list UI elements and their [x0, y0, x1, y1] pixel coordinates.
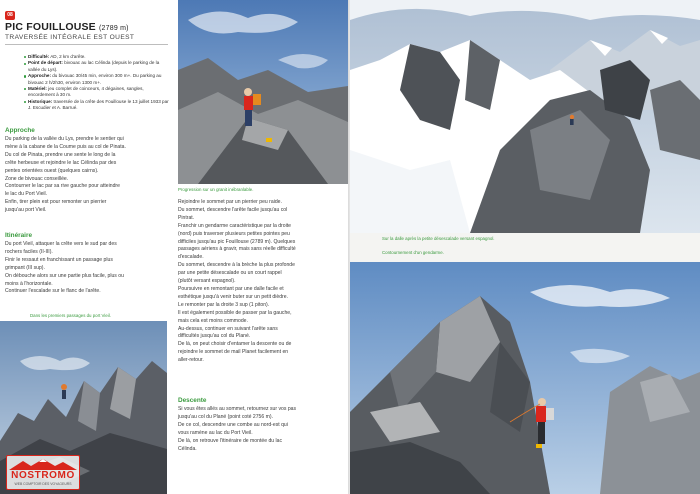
caption-granit: Progression sur un granit inébranlable.	[178, 187, 254, 192]
descente-text: Si vous êtes allés au sommet, retournez sur vos pas jusqu'au col du Plané (point coté 2756 m). De ce col, descendre une combe au nord-est qui vous ramène au lac du Port Vieil. De là, on retrouve l'itinéraire de montée du lac Célinda.	[178, 406, 297, 452]
page-subtitle: TRAVERSÉE INTÉGRALE EST OUEST	[5, 34, 135, 41]
photo-granit-progression	[178, 0, 348, 184]
caption-gendarme: Contournement d'un gendarme.	[382, 250, 444, 255]
photo-gendarme	[350, 262, 700, 494]
info-equipment: Matériel: jeu complet de coinceurs, 4 dégaines, sangles, encordement à 30 m.	[24, 86, 170, 99]
approche-heading: Approche	[5, 127, 35, 134]
itineraire-heading: Itinéraire	[5, 232, 32, 239]
left-page	[0, 0, 349, 494]
route-info-list	[24, 54, 170, 112]
itineraire-text: Du port Vieil, attaquer la crête vers le sud par des rochers faciles (II-III). Finir le ressaut en franchissant un passage plus grimpant (III sup). On débouche alors sur une partie plus facile, plus ou moins à l'horizontale. Continuer l'escalade sur le flanc de l'arête.	[5, 241, 124, 295]
middle-text: Rejoindre le sommet par un pierrier peu raide. Du sommet, descendre l'arête facile jusqu'au col Pintrat. Franchir un gendarme caractéristique par la droite (nord) puis traverser plusieurs petites pointes peu difficiles jusqu'au pic Fouillouse (2789 m). Quelques passages aériens à gravir, mais sans réelle difficulté d'escalade. Du sommet, descendre à la brèche la plus profonde par une petite désescalade ou un court rappel (plutôt versant espagnol). Poursuivre en remontant par une dalle facile et esthétique jusqu'à venir buter sur un petit dièdre. Le remonter par la droite 3 sup (1 piton). Il est également possible de passer par la gauche, mais cela est moins commode. Au-dessus, continuer en suivant l'arête sans difficultés jusqu'au col du Plané. De là, on peut choisir d'entamer la descente ou de rejoindre le sommet de mail Planet facilement en aller-retour.	[178, 199, 296, 364]
logo-name: NOSTROMO	[11, 470, 75, 481]
route-altitude: (2789 m)	[99, 25, 129, 32]
info-approach: Approche: du bivouac 30/45 min, environ 300 m+. Du parking au bivouac 2 h/2h30, environ 1300 m+.	[24, 73, 170, 86]
photo-dalle-espagnol	[350, 0, 700, 233]
logo-tagline: WEB COMPTOIR DES VOYAGEURS	[14, 482, 72, 486]
info-difficulty: Difficulté: AD, 2 km d'arête.	[24, 54, 170, 60]
approche-text: Du parking de la vallée du Lys, prendre le sentier qui mène à la cabane de la Coume puis au col de Pinata. Du col de Pinata, prendre une sente le long de la crête herbeuse et rejoindre le lac Célinda par des pentes orientées ouest (quelques cairns). Zone de bivouac conseillée. Contourner le lac par sa rive gauche pour atteindre le lac du Port Vieil. Enfin, tirer plein est pour remonter un pierrier jusqu'au port Vieil.	[5, 136, 126, 214]
caption-premiers-passages: Dans les premiers passages du port Vieil.	[30, 313, 111, 318]
title-divider	[5, 44, 168, 45]
logo-mountain-icon	[9, 458, 77, 470]
nostromo-logo	[6, 455, 80, 490]
info-history: Historique: traversée de la crête des Fouillouse le 13 juillet 1933 par J. Escudier et A. Barrué.	[24, 99, 170, 112]
right-page	[350, 0, 700, 494]
caption-dalle: Sur la dalle après la petite désescalade versant espagnol.	[382, 236, 495, 241]
route-number-badge: 08	[5, 11, 15, 20]
info-start-point: Point de départ: bivouac au lac Célinda (depuis le parking de la vallée du Lys).	[24, 60, 170, 73]
route-title: PIC FOUILLOUSE	[5, 21, 96, 33]
descente-heading: Descente	[178, 397, 207, 404]
page-title	[5, 21, 129, 33]
